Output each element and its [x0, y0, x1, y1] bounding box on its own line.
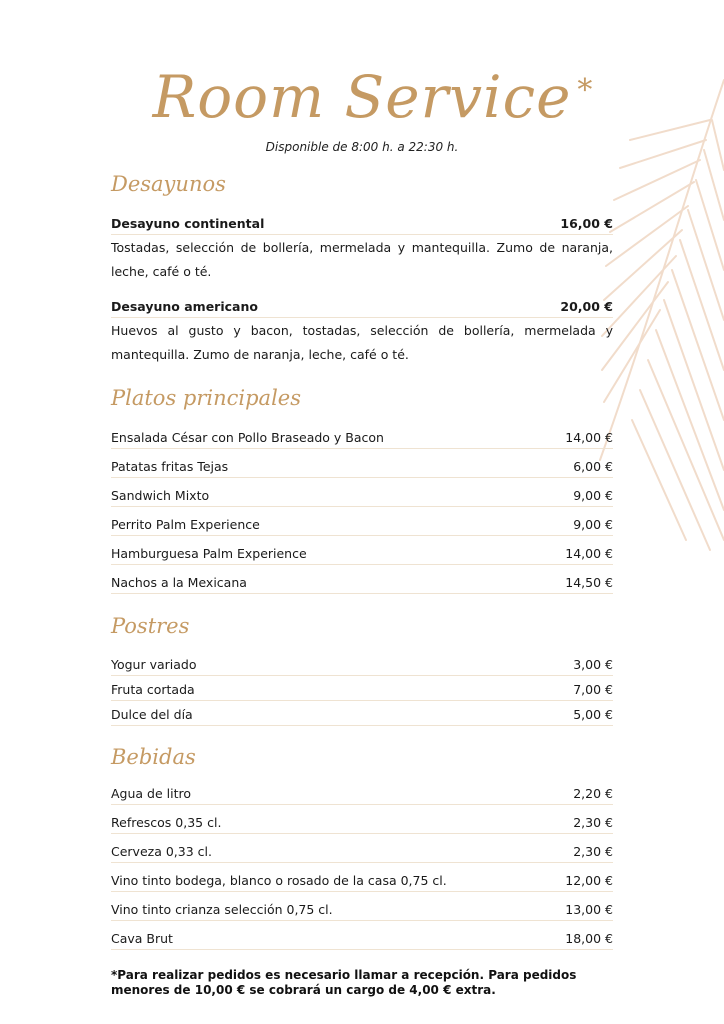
item-name: Patatas fritas Tejas — [111, 459, 229, 474]
item-price: 16,00 € — [560, 216, 613, 231]
title-text: Room Service — [152, 63, 572, 131]
item-description-desayuno-americano: Huevos al gusto y bacon, tostadas, selección de bollería, mermelada y mantequilla. Zumo de naranja, leche, café o té. — [111, 323, 613, 362]
menu-header — [0, 62, 724, 154]
section-title-desayunos: Desayunos — [111, 172, 226, 196]
item-name: Dulce del día — [111, 707, 193, 722]
menu-item — [111, 815, 613, 834]
item-price: 3,00 € — [573, 657, 613, 672]
item-price: 12,00 € — [565, 873, 613, 888]
item-name: Vino tinto bodega, blanco o rosado de la casa 0,75 cl. — [111, 873, 447, 888]
item-price: 5,00 € — [573, 707, 613, 722]
item-name: Yogur variado — [111, 657, 197, 672]
item-name: Perrito Palm Experience — [111, 517, 260, 532]
item-name: Nachos a la Mexicana — [111, 575, 247, 590]
menu-item — [111, 902, 613, 921]
page-title — [152, 62, 594, 132]
item-name: Refrescos 0,35 cl. — [111, 815, 222, 830]
menu-item — [111, 517, 613, 536]
item-price: 2,20 € — [573, 786, 613, 801]
item-price: 20,00 € — [560, 299, 613, 314]
menu-item — [111, 844, 613, 863]
item-name: Ensalada César con Pollo Braseado y Bacon — [111, 430, 384, 445]
item-name: Hamburguesa Palm Experience — [111, 546, 307, 561]
item-price: 14,00 € — [565, 430, 613, 445]
menu-item — [111, 575, 613, 594]
item-price: 14,50 € — [565, 575, 613, 590]
item-price: 13,00 € — [565, 902, 613, 917]
item-price: 2,30 € — [573, 844, 613, 859]
item-name: Desayuno americano — [111, 299, 258, 314]
title-asterisk: * — [577, 73, 594, 108]
item-price: 2,30 € — [573, 815, 613, 830]
availability-hours: Disponible de 8:00 h. a 22:30 h. — [265, 140, 459, 154]
item-price: 7,00 € — [573, 682, 613, 697]
menu-item — [111, 707, 613, 726]
item-name: Cava Brut — [111, 931, 173, 946]
section-title-bebidas: Bebidas — [111, 745, 196, 769]
item-name: Desayuno continental — [111, 216, 265, 231]
menu-item — [111, 682, 613, 701]
menu-item — [111, 873, 613, 892]
menu-item — [111, 931, 613, 950]
section-title-platos-principales: Platos principales — [111, 386, 301, 410]
ordering-footnote: *Para realizar pedidos es necesario llamar a recepción. Para pedidos menores de 10,00 € se cobrará un cargo de 4,00 € extra. — [111, 968, 577, 997]
item-price: 14,00 € — [565, 546, 613, 561]
item-price: 18,00 € — [565, 931, 613, 946]
menu-item — [111, 488, 613, 507]
menu-item — [111, 430, 613, 449]
item-name: Agua de litro — [111, 786, 191, 801]
menu-item — [111, 786, 613, 805]
item-name: Sandwich Mixto — [111, 488, 210, 503]
item-description-desayuno-continental: Tostadas, selección de bollería, mermelada y mantequilla. Zumo de naranja, leche, café o té. — [111, 240, 613, 279]
item-name: Fruta cortada — [111, 682, 195, 697]
item-price: 9,00 € — [573, 488, 613, 503]
item-price: 6,00 € — [573, 459, 613, 474]
menu-item — [111, 657, 613, 676]
item-name: Cerveza 0,33 cl. — [111, 844, 212, 859]
menu-item — [111, 546, 613, 565]
section-title-postres: Postres — [111, 614, 190, 638]
menu-item-desayuno-americano — [111, 299, 613, 318]
item-price: 9,00 € — [573, 517, 613, 532]
item-name: Vino tinto crianza selección 0,75 cl. — [111, 902, 333, 917]
menu-item-desayuno-continental — [111, 216, 613, 235]
menu-item — [111, 459, 613, 478]
